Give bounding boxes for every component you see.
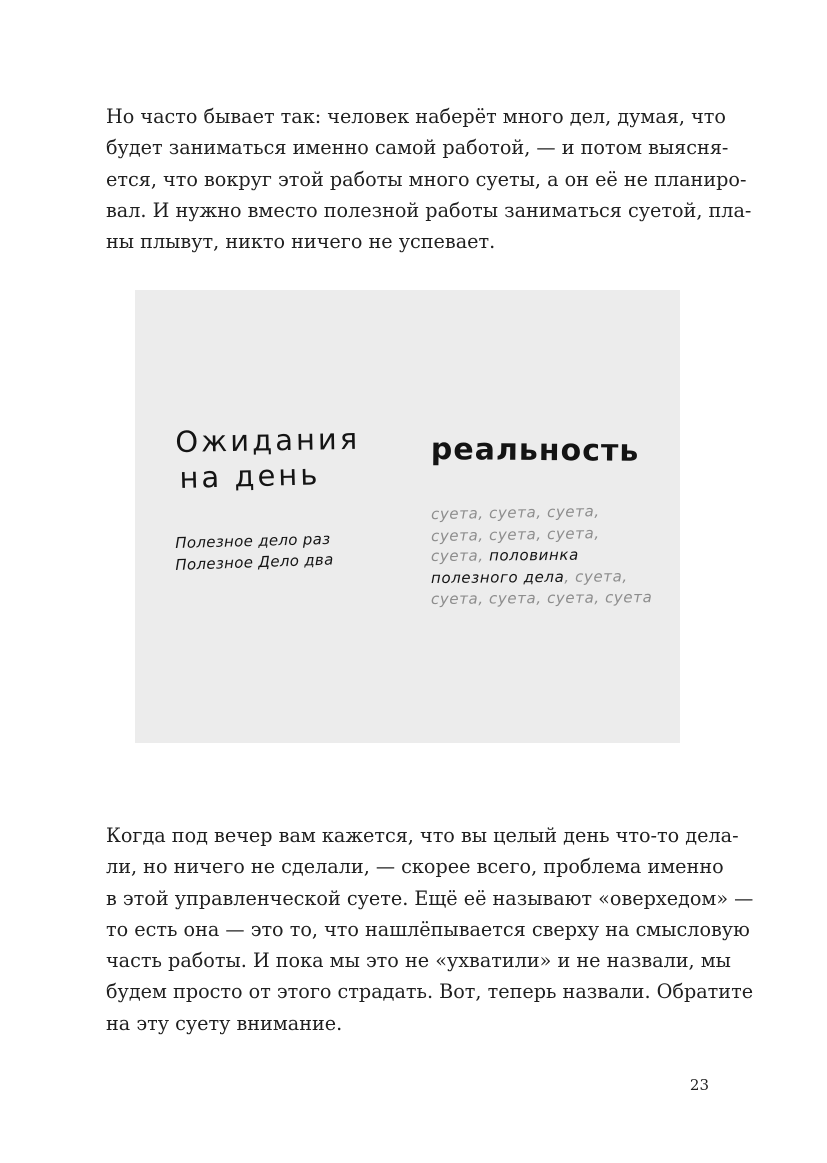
reality-line: [431, 544, 671, 568]
reality-title: реальность: [430, 432, 640, 469]
reality-fuss-list: [431, 502, 671, 610]
reality-line: [431, 565, 671, 589]
expectations-title-line-2: на день: [179, 457, 321, 495]
illustration-expectations-vs-reality: [135, 290, 680, 743]
body-paragraph-bottom: [106, 820, 754, 1039]
expectations-item-1: Полезное дело раз: [175, 529, 331, 552]
text-line: ны плывут, никто ничего не успевает.: [106, 230, 496, 254]
fuss-text: , суета,: [564, 566, 628, 586]
text-line: Но часто бывает так: человек наберёт много дел, думая, что: [106, 105, 726, 128]
reality-line: [431, 587, 671, 611]
useful-work-text: половинка: [488, 545, 579, 565]
fuss-text: суета, суета, суета, суета: [430, 588, 653, 609]
fuss-text: суета,: [430, 546, 490, 566]
text-line: будем просто от этого страдать. Вот, теперь назвали. Обратите: [106, 980, 754, 1004]
page-number: 23: [689, 1076, 709, 1094]
fuss-text: суета, суета, суета,: [430, 523, 600, 545]
reality-line: [431, 521, 671, 547]
text-line: на эту суету внимание.: [106, 1011, 343, 1035]
text-line: будет заниматься именно самой работой, — и потом выясня-: [106, 136, 729, 160]
useful-work-text: полезного дела: [430, 567, 565, 587]
text-line: часть работы. И пока мы это не «ухватили» и не назвали, мы: [106, 949, 731, 973]
text-line: вал. И нужно вместо полезной работы заниматься суетой, пла-: [106, 198, 752, 222]
fuss-text: суета, суета, суета,: [430, 502, 600, 524]
text-line: Когда под вечер вам кажется, что вы целый день что-то дела-: [106, 824, 739, 847]
text-line: в этой управленческой суете. Ещё её называют «оверхедом» —: [106, 886, 754, 910]
text-line: то есть она — это то, что нашлёпывается сверху на смысловую: [106, 917, 750, 941]
text-line: ли, но ничего не сделали, — скорее всего, проблема именно: [106, 855, 724, 879]
expectations-title-line-1: Ожидания: [175, 421, 361, 459]
text-line: ется, что вокруг этой работы много суеты, а он её не планиро-: [106, 167, 747, 191]
body-paragraph-top: [106, 101, 752, 257]
expectations-item-2: Полезное Дело два: [175, 550, 334, 574]
